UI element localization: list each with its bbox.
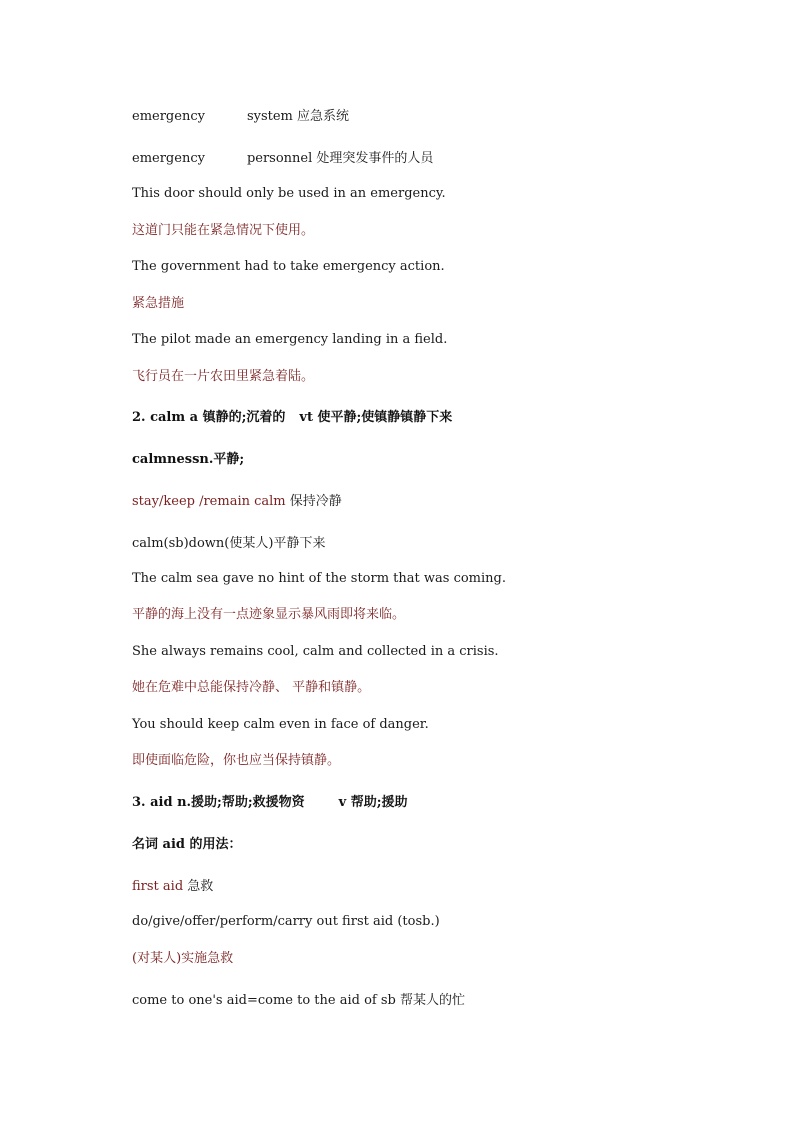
definition: personnel 处理突发事件的人员 <box>246 151 434 166</box>
phrase-translation: (对某人)实施急救 <box>132 951 234 966</box>
example-translation: 这道门只能在紧急情况下使用。 <box>132 223 315 238</box>
example-sentence: The pilot made an emergency landing in a field. <box>132 332 448 347</box>
definition: system 应急系统 <box>246 109 350 124</box>
section-heading-calm <box>132 410 452 426</box>
phrase-translation: 紧急措施 <box>132 296 185 311</box>
example-sentence: The government had to take emergency action. <box>132 259 445 274</box>
phrase-line <box>132 879 213 895</box>
phrase-line: come to one's aid=come to the aid of sb 帮某人的忙 <box>132 993 465 1008</box>
example-sentence: You should keep calm even in face of danger. <box>132 717 429 732</box>
term: emergency <box>132 109 205 124</box>
heading-part: 3. aid n.援助;帮助;救援物资 <box>132 795 305 810</box>
derived-word: calmnessn.平静; <box>132 452 245 467</box>
example-translation: 她在危难中总能保持冷静、 平静和镇静。 <box>132 680 371 695</box>
phrase-line: calm(sb)down(使某人)平静下来 <box>132 536 326 551</box>
section-heading-aid <box>132 795 408 811</box>
phrase: stay/keep /remain calm <box>132 494 286 509</box>
text-line <box>132 151 433 167</box>
heading-part: vt 使平静;使镇静镇静下来 <box>299 410 453 425</box>
example-translation: 即使面临危险，你也应当保持镇静。 <box>132 753 341 768</box>
example-sentence: She always remains cool, calm and collected in a crisis. <box>132 644 499 659</box>
term: emergency <box>132 151 205 166</box>
phrase-line: do/give/offer/perform/carry out first aid (tosb.) <box>132 914 440 929</box>
phrase-meaning: 急救 <box>183 879 214 894</box>
heading-part: v 帮助;援助 <box>338 795 408 810</box>
text-line <box>132 109 349 125</box>
phrase: first aid <box>132 879 184 894</box>
example-translation: 平静的海上没有一点迹象显示暴风雨即将来临。 <box>132 607 406 622</box>
example-sentence: This door should only be used in an emergency. <box>132 186 446 201</box>
example-translation: 飞行员在一片农田里紧急着陆。 <box>132 369 315 384</box>
example-sentence: The calm sea gave no hint of the storm that was coming. <box>132 571 506 586</box>
phrase-meaning: 保持冷静 <box>285 494 342 509</box>
heading-part: 2. calm a 镇静的;沉着的 <box>132 410 286 425</box>
usage-heading: 名词 aid 的用法： <box>132 837 242 852</box>
phrase-line <box>132 494 342 510</box>
